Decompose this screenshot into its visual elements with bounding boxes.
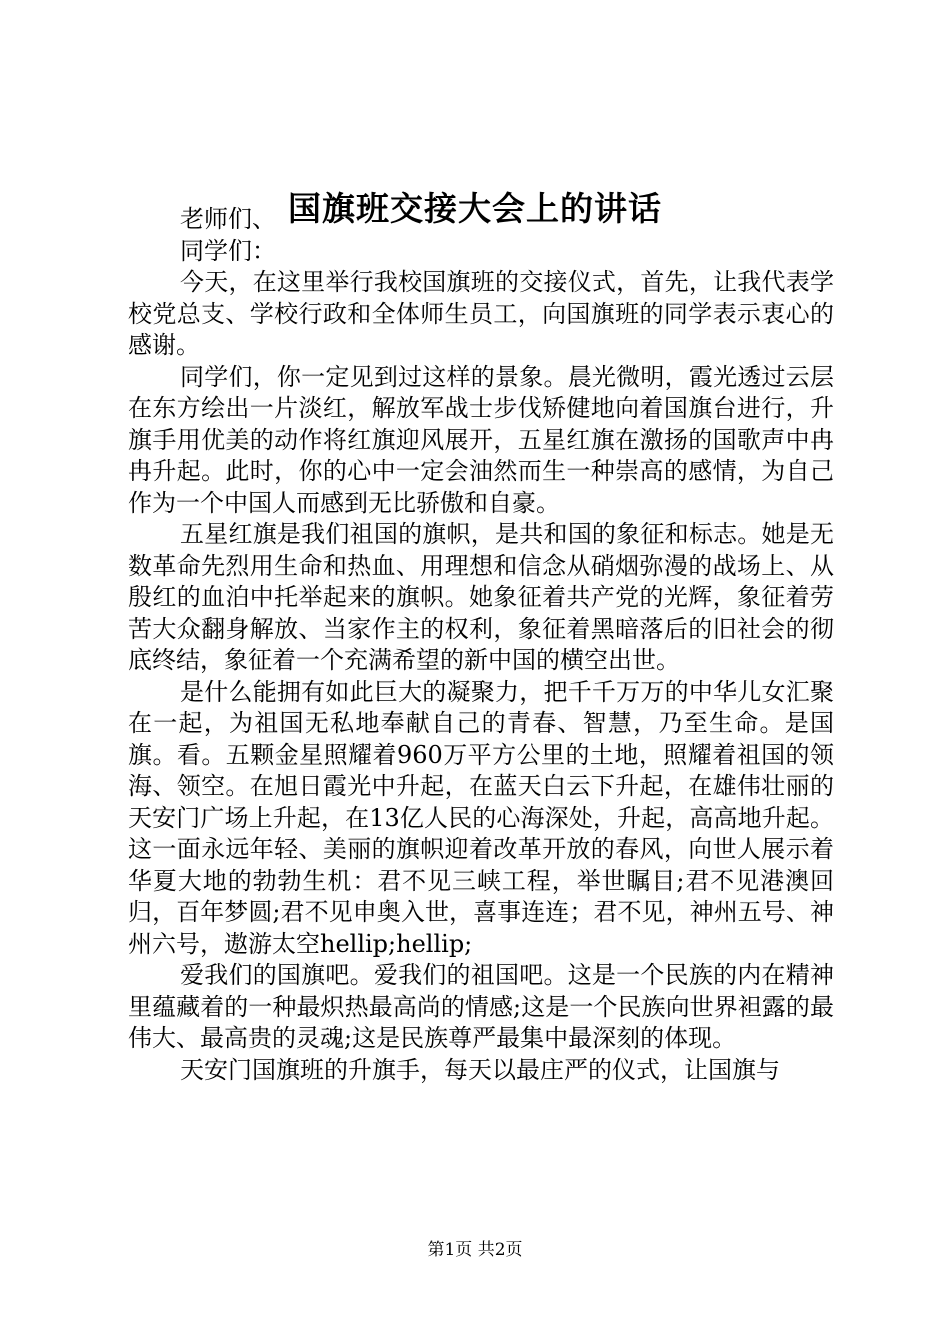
document-title: 国旗班交接大会上的讲话 bbox=[288, 189, 662, 228]
paragraph-scene: 同学们，你一定见到过这样的景象。晨光微明，霞光透过云层在东方绘出一片淡红，解放军战士步伐矫健地向着国旗台进行，升旗手用优美的动作将红旗迎风展开，五星红旗在激扬的国歌声中冉冉升起。此时，你的心中一定会油然而生一种崇高的感情，为自己作为一个中国人而感到无比骄傲和自豪。 bbox=[128, 362, 834, 517]
salutation-students: 同学们： bbox=[180, 236, 276, 265]
document-body bbox=[128, 204, 834, 1086]
paragraph-cohesion: 是什么能拥有如此巨大的凝聚力，把千千万万的中华儿女汇聚在一起，为祖国无私地奉献自己的青春、智慧，乃至生命。是国旗。看。五颗金星照耀着960万平方公里的土地，照耀着祖国的领海、领空。在旭日霞光中升起，在蓝天白云下升起，在雄伟壮丽的天安门广场上升起，在13亿人民的心海深处，升起，高高地升起。这一面永远年轻、美丽的旗帜迎着改革开放的春风，向世人展示着华夏大地的勃勃生机：君不见三峡工程，举世瞩目;君不见港澳回归，百年梦圆;君不见申奥入世，喜事连连；君不见，神州五号、神州六号，遨游太空hellip;hellip; bbox=[128, 677, 834, 958]
paragraph-love-flag: 爱我们的国旗吧。爱我们的祖国吧。这是一个民族的内在精神里蕴藏着的一种最炽热最高尚的情感;这是一个民族向世界袒露的最伟大、最高贵的灵魂;这是民族尊严最集中最深刻的体现。 bbox=[128, 961, 834, 1052]
paragraph-opening: 今天，在这里举行我校国旗班的交接仪式，首先，让我代表学校党总支、学校行政和全体师生员工，向国旗班的同学表示衷心的感谢。 bbox=[128, 268, 834, 359]
paragraph-flag-symbol: 五星红旗是我们祖国的旗帜，是共和国的象征和标志。她是无数革命先烈用生命和热血、用理想和信念从硝烟弥漫的战场上、从殷红的血泊中托举起来的旗帜。她象征着共产党的光辉，象征着劳苦大众翻身解放、当家作主的权利，象征着黑暗落后的旧社会的彻底终结，象征着一个充满希望的新中国的横空出世。 bbox=[128, 520, 834, 674]
page-footer: 第1页 共2页 bbox=[427, 1240, 523, 1260]
paragraph-flag-guard: 天安门国旗班的升旗手，每天以最庄严的仪式，让国旗与 bbox=[180, 1055, 780, 1084]
salutation-teachers: 老师们、 bbox=[180, 205, 276, 233]
